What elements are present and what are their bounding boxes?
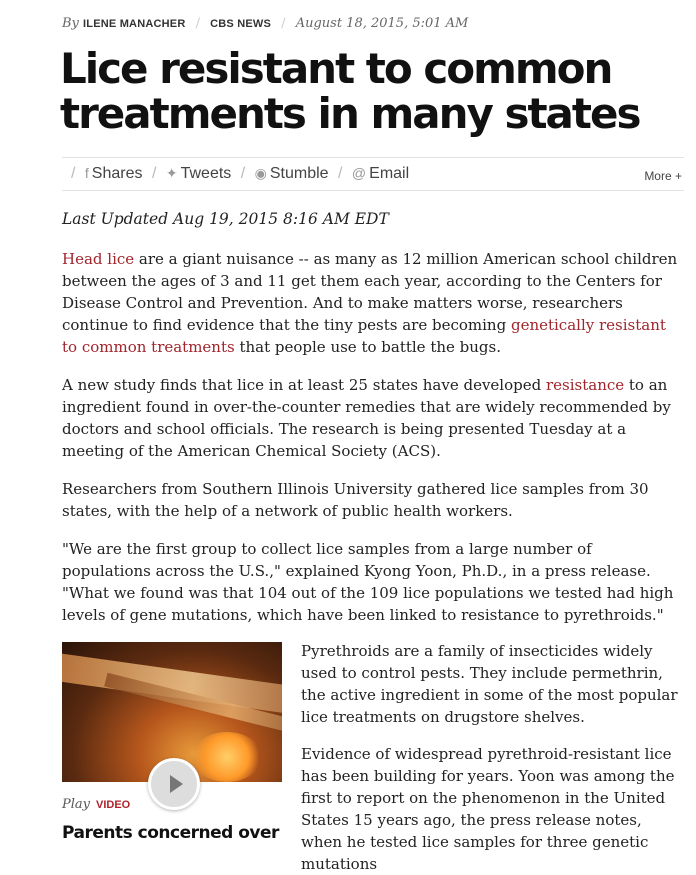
article-paragraph (62, 248, 682, 358)
twitter-icon: ✦ (165, 165, 178, 181)
share-facebook-button[interactable] (85, 165, 143, 182)
video-play-label[interactable] (62, 797, 130, 812)
source-link[interactable]: CBS NEWS (210, 18, 272, 30)
share-stumble-label: Stumble (269, 165, 329, 182)
facebook-icon: f (84, 165, 89, 181)
article-paragraph: Evidence of widespread pyrethroid-resistant lice has been building for years. Yoon was among the first to report on the phenomenon in the United States 15 years ago, the press release notes, when he tested lice samples for three genetic mutations (301, 745, 675, 873)
share-separator: / (151, 165, 157, 182)
paragraph-text: that people use to battle the bugs. (234, 338, 501, 356)
paragraph-text: are a giant nuisance -- as many as 12 million American school children between the ages of 3 and 11 get them each year, according to the Centers for Disease Control and Prevention. And to make matters worse, researchers continue to find evidence that the tiny pests are becoming (62, 250, 678, 334)
share-twitter-button[interactable] (166, 165, 231, 182)
share-facebook-label: Shares (91, 165, 143, 182)
article-paragraph: Pyrethroids are a family of insecticides widely used to control pests. They include permethrin, the active ingredient in some of the most popular lice treatments on drugstore shelves. (301, 642, 678, 726)
resistant-treatments-link[interactable]: genetically resistant to common treatments (62, 316, 666, 356)
publish-date: August 18, 2015, 5:01 AM (295, 16, 469, 31)
share-twitter-label: Tweets (180, 165, 232, 182)
play-icon (170, 775, 183, 793)
article-paragraph (62, 374, 682, 462)
share-separator: / (338, 165, 343, 182)
share-separator: / (240, 165, 246, 182)
byline-by: By (62, 16, 79, 31)
play-button[interactable] (148, 758, 200, 810)
article-paragraph: Researchers from Southern Illinois University gathered lice samples from 30 states, with the help of a network of public health workers. (62, 480, 649, 520)
article-paragraph: "We are the first group to collect lice samples from a large number of populations across the U.S.," explained Kyong Yoon, Ph.D., in a press release. "What we found was that 104 out of the 109 lice populations we tested had high levels of gene mutations, which have been linked to resistance to pyrethroids." (62, 540, 674, 624)
stumbleupon-icon: ◉ (254, 165, 267, 181)
share-bar (62, 157, 684, 191)
last-updated: Last Updated Aug 19, 2015 8:16 AM EDT (62, 210, 389, 228)
video-title-link[interactable]: Parents concerned over (62, 823, 279, 843)
author-link[interactable]: ILENE MANACHER (83, 18, 186, 30)
byline-separator: / (195, 16, 200, 31)
play-text: Play (62, 797, 90, 812)
article-headline: Lice resistant to common treatments in many states (60, 44, 640, 138)
share-stumble-button[interactable] (255, 165, 329, 182)
paragraph-text: A new study finds that lice in at least 25 states have developed (62, 376, 546, 394)
share-separator: / (71, 165, 76, 182)
share-email-button[interactable] (352, 165, 409, 182)
byline (62, 16, 468, 31)
byline-separator: / (281, 16, 286, 31)
video-tag: VIDEO (96, 799, 131, 811)
paragraph-text: to an ingredient found in over-the-counter remedies that are widely recommended by doctors and school officials. The research is being presented Tuesday at a meeting of the American Chemical Society (ACS). (62, 376, 671, 460)
resistance-link[interactable]: resistance (545, 376, 625, 394)
share-email-label: Email (369, 165, 410, 182)
email-icon: @ (351, 165, 367, 181)
more-share-button[interactable]: More + (644, 169, 682, 183)
head-lice-link[interactable]: Head lice (62, 250, 135, 268)
